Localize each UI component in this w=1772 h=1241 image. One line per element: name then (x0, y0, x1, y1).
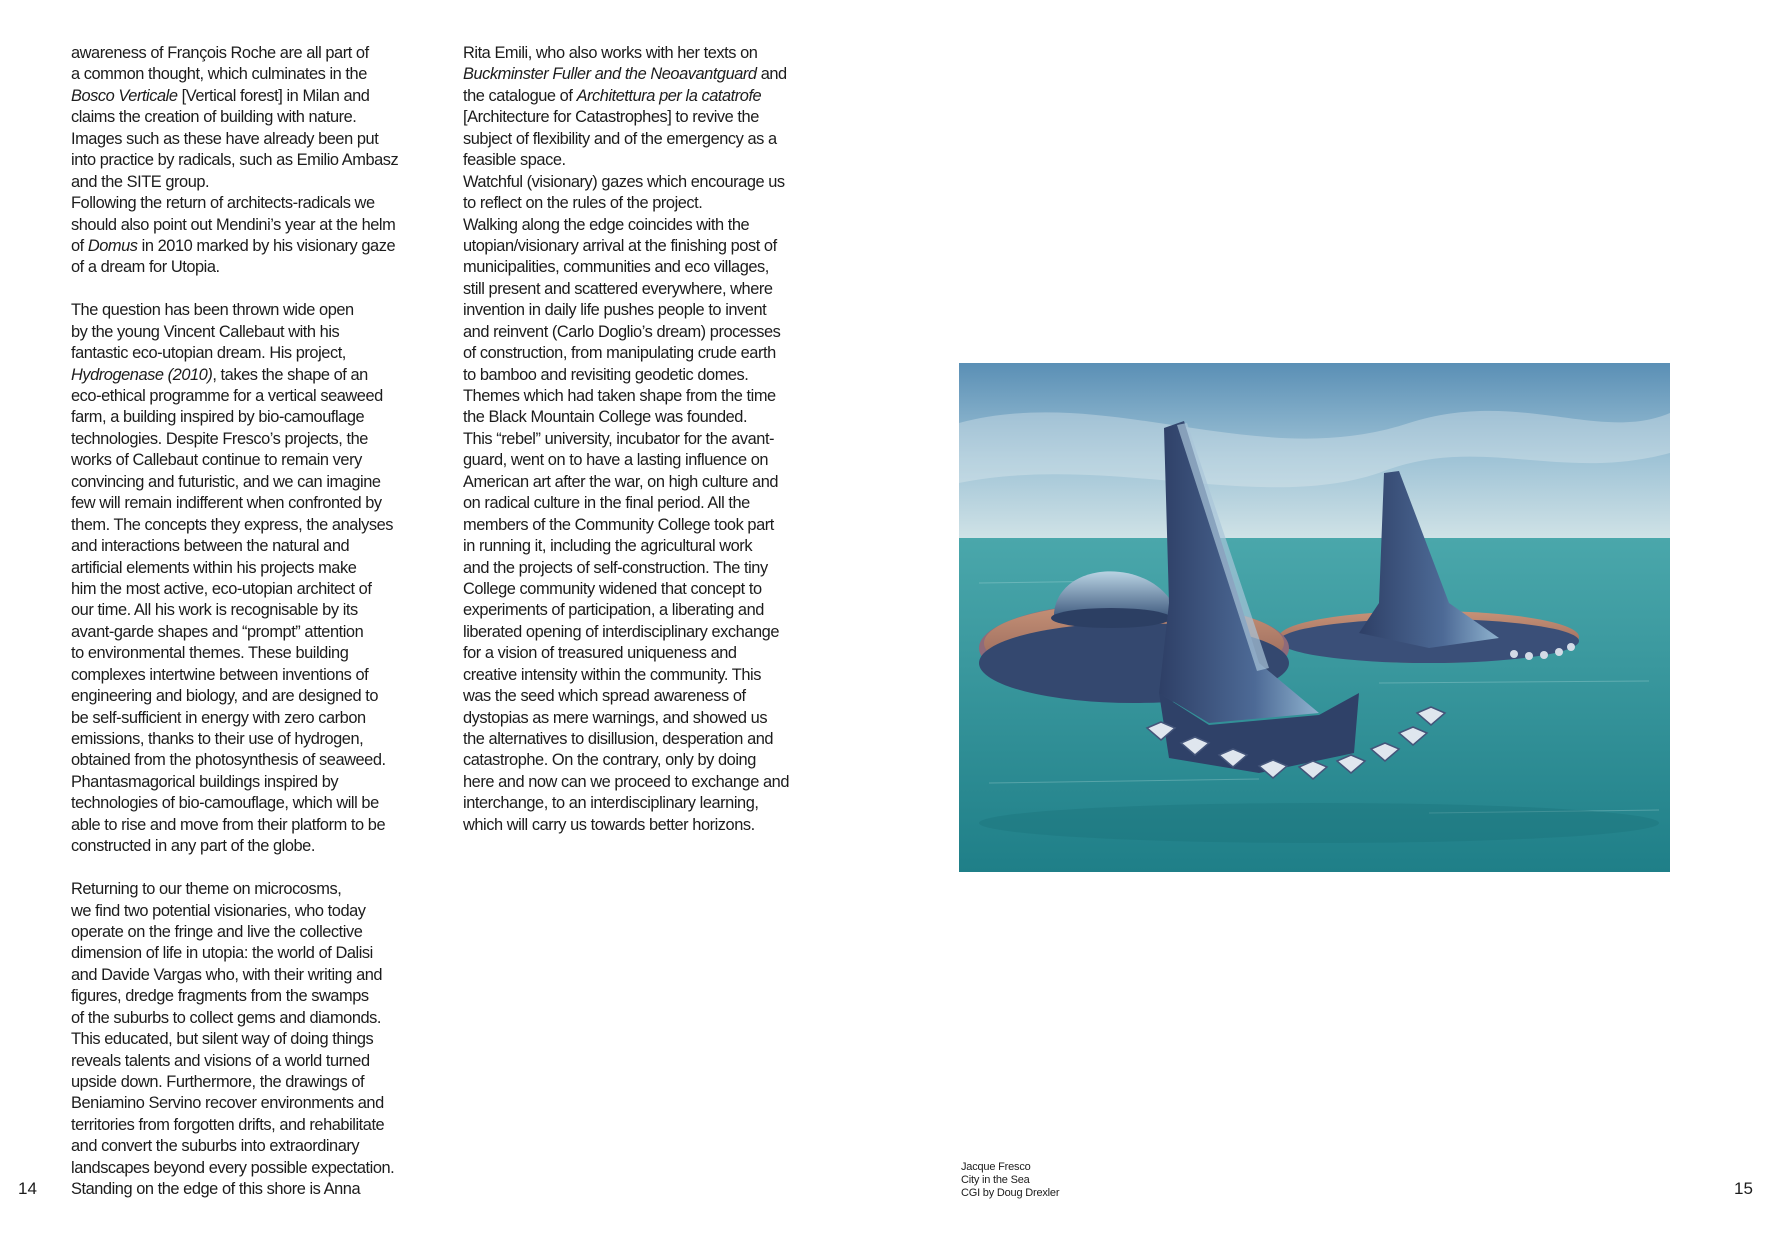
text-line (71, 986, 423, 1007)
text-run: which will carry us towards better horizons. (463, 815, 755, 834)
text-line (463, 257, 823, 278)
text-line (71, 708, 423, 729)
text-line (463, 343, 823, 364)
text-line (71, 1008, 423, 1029)
text-run: and reinvent (Carlo Doglio’s dream) processes (463, 322, 781, 341)
italic-text: Architettura per la catatrofe (576, 86, 762, 105)
text-run: convincing and futuristic, and we can imagine (71, 472, 381, 491)
text-run: emissions, thanks to their use of hydrogen, (71, 730, 364, 748)
text-run: Returning to our theme on microcosms, (71, 880, 342, 899)
text-run: dimension of life in utopia: the world of Dalisi (71, 944, 373, 963)
text-run: operate on the fringe and live the collective (71, 922, 363, 941)
text-line (463, 365, 823, 386)
text-run: artificial elements within his projects make (71, 558, 357, 577)
paragraph-break (71, 279, 423, 300)
text-run: obtained from the photosynthesis of seaweed. (71, 751, 386, 770)
text-line (463, 322, 823, 343)
text-line (71, 343, 423, 364)
text-run: experiments of participation, a liberating and (463, 601, 764, 620)
text-line (71, 86, 423, 107)
text-line (71, 686, 423, 707)
text-line (463, 558, 823, 579)
text-run: Themes which had taken shape from the time (463, 387, 776, 405)
text-line (71, 536, 423, 557)
text-run: be self-sufficient in energy with zero carbon (71, 708, 366, 727)
text-line (463, 43, 823, 64)
text-run: few will remain indifferent when confronted by (71, 494, 382, 513)
text-line (71, 879, 423, 900)
text-run: members of the Community College took part (463, 515, 774, 534)
text-line (463, 407, 823, 428)
text-line (463, 536, 823, 557)
text-line (463, 172, 823, 193)
text-run: technologies of bio-camouflage, which will be (71, 794, 379, 813)
text-run: reveals talents and visions of a world turned (71, 1051, 370, 1070)
text-line (463, 300, 823, 321)
text-run: invention in daily life pushes people to invent (463, 301, 767, 320)
text-line (71, 515, 423, 536)
text-line (71, 129, 423, 150)
text-run: liberated opening of interdisciplinary exchange (463, 622, 779, 641)
text-run: of construction, from manipulating crude earth (463, 344, 776, 363)
caption-author: Jacque Fresco (961, 1161, 1031, 1173)
text-run: [Vertical forest] in Milan and (177, 86, 370, 105)
text-line (463, 150, 823, 171)
text-line (71, 1115, 423, 1136)
text-run: and convert the suburbs into extraordinary (71, 1137, 360, 1156)
text-run: our time. All his work is recognisable by its (71, 601, 358, 620)
text-run: the Black Mountain College was founded. (463, 408, 748, 427)
text-line (71, 901, 423, 922)
text-run: Watchful (visionary) gazes which encourage us (463, 172, 785, 191)
text-run: Standing on the edge of this shore is Anna (71, 1180, 361, 1199)
text-line (463, 772, 823, 793)
text-line (463, 215, 823, 236)
text-run: Images such as these have already been put (71, 129, 379, 148)
text-run: avant-garde shapes and “prompt” attention (71, 622, 364, 641)
text-run: on radical culture in the final period. All the (463, 494, 750, 513)
text-run: and Davide Vargas who, with their writing and (71, 965, 383, 984)
text-run: a common thought, which culminates in the (71, 65, 367, 84)
text-run: and the SITE group. (71, 172, 210, 191)
text-line (71, 236, 423, 257)
text-line (463, 129, 823, 150)
text-line (463, 64, 823, 85)
text-line (71, 1029, 423, 1050)
page-number-left: 14 (18, 1179, 37, 1198)
text-run: eco-ethical programme for a vertical seaweed (71, 387, 383, 405)
paragraph-break (71, 858, 423, 879)
text-run: for a vision of treasured uniqueness and (463, 644, 737, 663)
text-run: This educated, but silent way of doing things (71, 1030, 374, 1049)
text-line (71, 1072, 423, 1093)
text-run: to environmental themes. These building (71, 644, 349, 663)
text-line (71, 215, 423, 236)
text-line (463, 600, 823, 621)
text-line (463, 236, 823, 257)
text-line (71, 1136, 423, 1157)
text-line (71, 922, 423, 943)
text-run: and interactions between the natural and (71, 537, 350, 556)
text-line (71, 300, 423, 321)
italic-text: Hydrogenase (2010) (71, 365, 213, 384)
text-line (463, 643, 823, 664)
text-run: , takes the shape of an (212, 365, 368, 384)
text-run: to bamboo and revisiting geodetic domes. (463, 365, 749, 384)
text-line (71, 365, 423, 386)
text-line (71, 43, 423, 64)
text-run: technologies. Despite Fresco’s projects, the (71, 429, 368, 448)
text-run: works of Callebaut continue to remain very (71, 451, 362, 470)
text-line (71, 750, 423, 771)
text-run: feasible space. (463, 151, 566, 170)
text-line (71, 643, 423, 664)
text-run: to reflect on the rules of the project. (463, 194, 703, 213)
text-run: the catalogue of (463, 86, 577, 105)
middle-text-column (463, 43, 823, 836)
text-line (463, 515, 823, 536)
text-line (71, 943, 423, 964)
text-line (463, 665, 823, 686)
text-run: creative intensity within the community. This (463, 665, 761, 684)
text-run: catastrophe. On the contrary, only by doing (463, 751, 756, 770)
text-run: guard, went on to have a lasting influence on (463, 451, 769, 470)
text-run: engineering and biology, and are designed to (71, 687, 379, 706)
text-line (71, 257, 423, 278)
text-run: figures, dredge fragments from the swamps (71, 987, 369, 1006)
text-line (463, 686, 823, 707)
text-run: Beniamino Servino recover environments and (71, 1094, 384, 1113)
text-line (71, 386, 423, 407)
text-line (71, 622, 423, 643)
text-run: them. The concepts they express, the analyses (71, 515, 394, 534)
text-run: in running it, including the agricultural work (463, 537, 753, 556)
text-line (463, 493, 823, 514)
text-run: able to rise and move from their platform to be (71, 815, 386, 834)
text-run: still present and scattered everywhere, where (463, 279, 773, 298)
text-run: College community widened that concept to (463, 579, 762, 598)
text-run: territories from forgotten drifts, and rehabilitate (71, 1115, 385, 1134)
italic-text: Domus (87, 236, 138, 255)
text-line (71, 815, 423, 836)
text-run: in 2010 marked by his visionary gaze (137, 236, 396, 255)
text-line (463, 107, 823, 128)
text-run: subject of flexibility and of the emergency as a (463, 129, 777, 148)
text-run: and (756, 65, 787, 84)
text-run: was the seed which spread awareness of (463, 687, 746, 706)
text-line (71, 793, 423, 814)
text-line (71, 322, 423, 343)
text-line (463, 622, 823, 643)
text-line (71, 1179, 423, 1200)
text-line (463, 579, 823, 600)
page-number-right: 15 (1734, 1179, 1753, 1198)
text-line (71, 579, 423, 600)
text-line (71, 450, 423, 471)
caption-credit: CGI by Doug Drexler (961, 1187, 1060, 1199)
text-run: dystopias as mere warnings, and showed us (463, 708, 768, 727)
city-in-the-sea-image (959, 363, 1670, 872)
text-line (71, 729, 423, 750)
text-line (463, 729, 823, 750)
italic-text: Bosco Verticale (71, 86, 178, 105)
text-run: should also point out Mendini’s year at the helm (71, 215, 396, 234)
text-run: by the young Vincent Callebaut with his (71, 322, 340, 341)
text-run: of a dream for Utopia. (71, 258, 220, 277)
text-run: we find two potential visionaries, who today (71, 901, 366, 920)
text-line (463, 193, 823, 214)
text-line (71, 64, 423, 85)
text-line (71, 772, 423, 793)
text-line (71, 558, 423, 579)
text-run: municipalities, communities and eco villages, (463, 258, 769, 277)
text-line (71, 429, 423, 450)
text-line (463, 386, 823, 407)
text-run: Following the return of architects-radicals we (71, 194, 375, 213)
caption-title: City in the Sea (961, 1174, 1030, 1186)
text-run: complexes intertwine between inventions of (71, 665, 369, 684)
text-run: fantastic eco-utopian dream. His project, (71, 344, 346, 363)
text-line (463, 279, 823, 300)
text-line (71, 493, 423, 514)
text-run: Phantasmagorical buildings inspired by (71, 772, 339, 791)
text-run: American art after the war, on high culture and (463, 472, 779, 491)
text-line (463, 793, 823, 814)
text-run: Walking along the edge coincides with the (463, 215, 750, 234)
text-run: of (71, 236, 88, 255)
text-line (71, 665, 423, 686)
text-line (463, 472, 823, 493)
text-line (71, 172, 423, 193)
text-line (71, 407, 423, 428)
text-line (463, 429, 823, 450)
text-run: The question has been thrown wide open (71, 301, 354, 320)
image-caption (961, 1161, 1059, 1200)
text-line (71, 1051, 423, 1072)
text-run: awareness of François Roche are all part of (71, 44, 369, 62)
text-line (71, 836, 423, 857)
text-line (463, 86, 823, 107)
text-run: This “rebel” university, incubator for the avant- (463, 429, 775, 448)
text-run: farm, a building inspired by bio-camouflage (71, 408, 365, 427)
text-line (71, 150, 423, 171)
text-line (463, 750, 823, 771)
text-run: Rita Emili, who also works with her texts on (463, 44, 758, 62)
text-line (71, 193, 423, 214)
text-run: constructed in any part of the globe. (71, 837, 315, 856)
text-line (71, 1158, 423, 1179)
italic-text: Buckminster Fuller and the Neoavantguard (463, 65, 757, 84)
text-line (463, 450, 823, 471)
text-run: utopian/visionary arrival at the finishing post of (463, 236, 777, 255)
text-run: the alternatives to disillusion, desperation and (463, 730, 774, 748)
text-run: into practice by radicals, such as Emilio Ambasz (71, 151, 399, 170)
text-run: him the most active, eco-utopian architect of (71, 579, 372, 598)
text-line (71, 472, 423, 493)
text-run: claims the creation of building with nature. (71, 108, 357, 127)
text-line (71, 1093, 423, 1114)
text-line (463, 815, 823, 836)
text-line (463, 708, 823, 729)
text-run: landscapes beyond every possible expectation. (71, 1158, 395, 1177)
left-text-column (71, 43, 423, 1201)
text-line (71, 965, 423, 986)
text-line (71, 600, 423, 621)
text-run: interchange, to an interdisciplinary learning, (463, 794, 759, 813)
text-run: upside down. Furthermore, the drawings of (71, 1073, 365, 1091)
text-line (71, 107, 423, 128)
text-run: here and now can we proceed to exchange and (463, 772, 790, 791)
text-run: and the projects of self-construction. The tiny (463, 558, 768, 577)
text-run: of the suburbs to collect gems and diamonds. (71, 1008, 382, 1027)
text-run: [Architecture for Catastrophes] to revive the (463, 108, 759, 127)
